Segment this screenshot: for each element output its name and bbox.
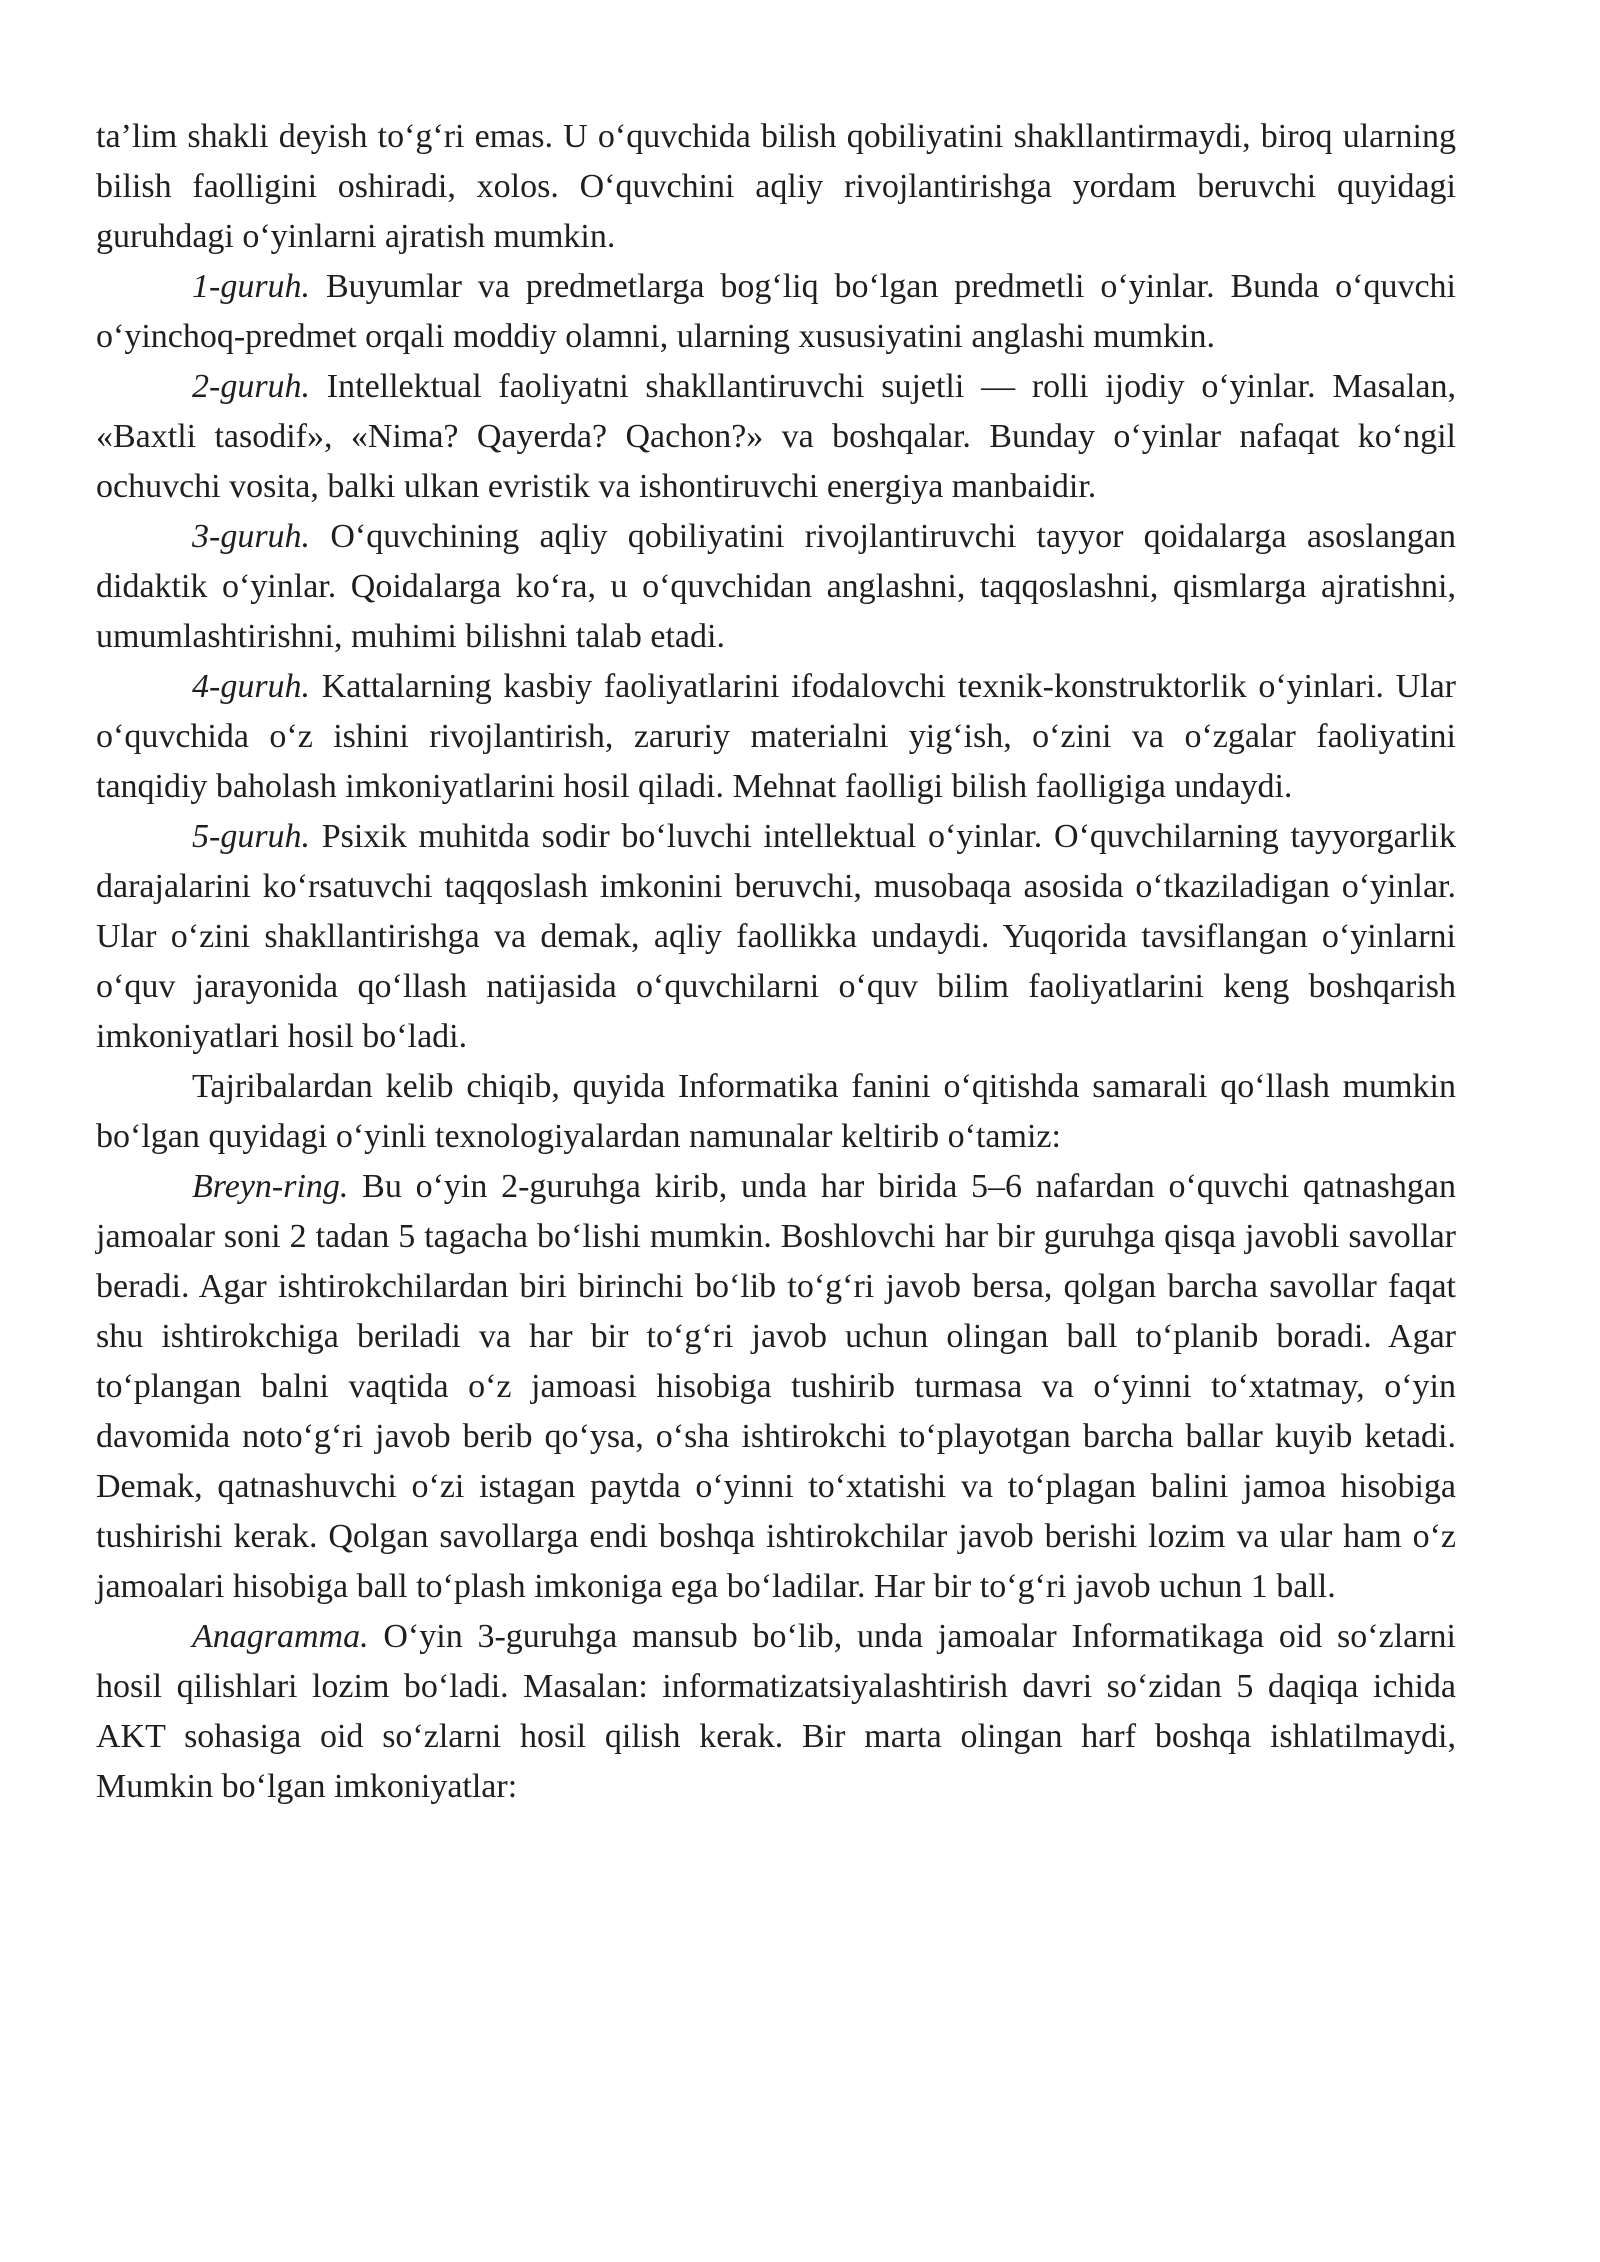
paragraph-breyn-ring — [96, 1162, 1456, 1612]
paragraph-lead: 1-guruh. — [192, 268, 311, 305]
paragraph-anagramma — [96, 1612, 1456, 1812]
paragraph-lead: 2-guruh. — [192, 368, 311, 405]
paragraph-lead: 5-guruh. — [192, 818, 311, 855]
paragraph-text: Tajribalardan kelib chiqib, quyida Informatika fanini o‘qitishda samarali qo‘llash mumkin bo‘lgan quyidagi o‘yinli texnologiyalardan namunalar keltirib o‘tamiz: — [96, 1068, 1456, 1155]
paragraph-group-4 — [96, 662, 1456, 812]
paragraph-text: O‘yin 3-guruhga mansub bo‘lib, unda jamoalar Informatikaga oid so‘zlarni hosil qilishlari lozim bo‘ladi. Masalan: informatizatsiyalashtirish davri so‘zidan 5 daqiqa ichida AKT sohasiga oid so‘zlarni hosil qilish kerak. Bir marta olingan harf boshqa ishlatilmaydi, Mumkin bo‘lgan imkoniyatlar: — [96, 1618, 1456, 1805]
paragraph-text: Buyumlar va predmetlarga bog‘liq bo‘lgan predmetli o‘yinlar. Bunda o‘quvchi o‘yinchoq-predmet orqali moddiy olamni, ularning xususiyatini anglashi mumkin. — [96, 268, 1456, 355]
paragraph-group-5 — [96, 812, 1456, 1062]
paragraph-lead: 4-guruh. — [192, 668, 311, 705]
paragraph-text: ta’lim shakli deyish to‘g‘ri emas. U o‘quvchida bilish qobiliyatini shakllantirmaydi, biroq ularning bilish faolligini oshiradi, xolos. O‘quvchini aqliy rivojlantirishga yordam beruvchi quyidagi guruhdagi o‘yinlarni ajratish mumkin. — [96, 118, 1456, 255]
paragraph-experience — [96, 1062, 1456, 1162]
paragraph-lead: 3-guruh. — [192, 518, 311, 555]
paragraph-group-1 — [96, 262, 1456, 362]
paragraph-group-3 — [96, 512, 1456, 662]
paragraph-text: Bu o‘yin 2-guruhga kirib, unda har birida 5–6 nafardan o‘quvchi qatnashgan jamoalar soni 2 tadan 5 tagacha bo‘lishi mumkin. Boshlovchi har bir guruhga qisqa javobli savollar beradi. Agar ishtirokchilardan biri birinchi bo‘lib to‘g‘ri javob bersa, qolgan barcha savollar faqat shu ishtirokchiga beriladi va har bir to‘g‘ri javob uchun olingan ball to‘planib boradi. Agar to‘plangan balni vaqtida o‘z jamoasi hisobiga tushirib turmasa va o‘yinni to‘xtatmay, o‘yin davomida noto‘g‘ri javob berib qo‘ysa, o‘sha ishtirokchi to‘playotgan barcha ballar kuyib ketadi. Demak, qatnashuvchi o‘zi istagan paytda o‘yinni to‘xtatishi va to‘plagan balini jamoa hisobiga tushirishi kerak. Qolgan savollarga endi boshqa ishtirokchilar javob berishi lozim va ular ham o‘z jamoalari hisobiga ball to‘plash imkoniga ega bo‘ladilar. Har bir to‘g‘ri javob uchun 1 ball. — [96, 1168, 1456, 1605]
paragraph-text: O‘quvchining aqliy qobiliyatini rivojlantiruvchi tayyor qoidalarga asoslangan didaktik o‘yinlar. Qoidalarga ko‘ra, u o‘quvchidan anglashni, taqqoslashni, qismlarga ajratishni, umumlashtirishni, muhimi bilishni talab etadi. — [96, 518, 1456, 655]
paragraph-lead: Anagramma. — [192, 1618, 369, 1655]
paragraph-text: Kattalarning kasbiy faoliyatlarini ifodalovchi texnik-konstruktorlik o‘yinlari. Ular o‘quvchida o‘z ishini rivojlantirish, zaruriy materialni yig‘ish, o‘zini va o‘zgalar faoliyatini tanqidiy baholash imkoniyatlarini hosil qiladi. Mehnat faolligi bilish faolligiga undaydi. — [96, 668, 1456, 805]
paragraph-text: Psixik muhitda sodir bo‘luvchi intellektual o‘yinlar. O‘quvchilarning tayyorgarlik darajalarini ko‘rsatuvchi taqqoslash imkonini beruvchi, musobaqa asosida o‘tkaziladigan o‘yinlar. Ular o‘zini shakllantirishga va demak, aqliy faollikka undaydi. Yuqorida tavsiflangan o‘yinlarni o‘quv jarayonida qo‘llash natijasida o‘quvchilarni o‘quv bilim faoliyatlarini keng boshqarish imkoniyatlari hosil bo‘ladi. — [96, 818, 1456, 1055]
document-page — [96, 112, 1456, 1812]
paragraph-group-2 — [96, 362, 1456, 512]
paragraph-text: Intellektual faoliyatni shakllantiruvchi sujetli — rolli ijodiy o‘yinlar. Masalan, «Baxtli tasodif», «Nima? Qayerda? Qachon?» va boshqalar. Bunday o‘yinlar nafaqat ko‘ngil ochuvchi vosita, balki ulkan evristik va ishontiruvchi energiya manbaidir. — [96, 368, 1456, 505]
paragraph-intro — [96, 112, 1456, 262]
paragraph-lead: Breyn-ring. — [192, 1168, 349, 1205]
